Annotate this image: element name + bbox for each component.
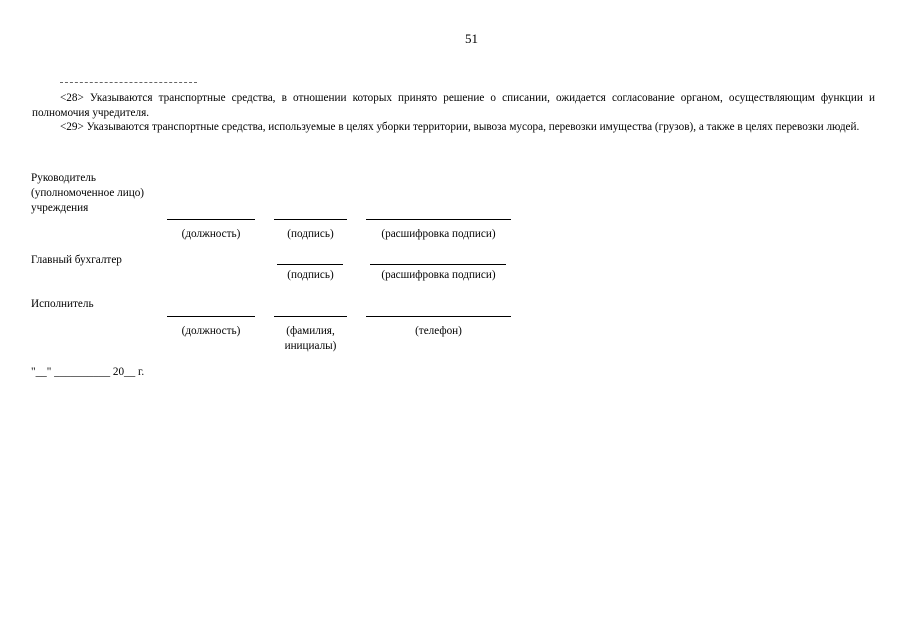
chief-accountant-label: Главный бухгалтер (31, 254, 122, 266)
executor-phone-caption: (телефон) (415, 325, 462, 337)
executor-name-caption-line2: инициалы) (284, 340, 337, 352)
footnote-29: <29> Указываются транспортные средства, используемые в целях уборки территории, вывоза мусора, перевозки имущества (грузов), а также в целях перевозки людей. (60, 121, 860, 134)
executor-position-caption: (должность) (181, 325, 241, 337)
accountant-signature-caption: (подпись) (287, 269, 334, 281)
footnote-28: <28> Указываются транспортные средства, в отношении которых принято решение о списании, ожидается согласование органом, осуществляющим функции и полномочия учредителя. (32, 92, 875, 119)
accountant-decoding-line (370, 264, 506, 265)
head-label-line3: учреждения (31, 202, 89, 214)
head-label-line1: Руководитель (31, 172, 96, 184)
head-decoding-caption: (расшифровка подписи) (381, 228, 496, 240)
executor-position-line (167, 316, 255, 317)
head-position-caption: (должность) (181, 228, 241, 240)
head-position-line (167, 219, 255, 220)
head-decoding-line (366, 219, 511, 220)
footnotes (32, 91, 875, 135)
executor-label: Исполнитель (31, 298, 94, 310)
executor-name-caption-line1: (фамилия, (286, 325, 335, 337)
page-number: 51 (465, 31, 478, 46)
accountant-decoding-caption: (расшифровка подписи) (381, 269, 496, 281)
accountant-signature-line (277, 264, 343, 265)
head-label-line2: (уполномоченное лицо) (31, 187, 145, 199)
executor-phone-line (366, 316, 511, 317)
head-signature-line (274, 219, 347, 220)
date-line: "__" __________ 20__ г. (31, 366, 145, 378)
head-signature-caption: (подпись) (287, 228, 334, 240)
executor-name-line (274, 316, 347, 317)
footnote-separator (60, 82, 197, 83)
